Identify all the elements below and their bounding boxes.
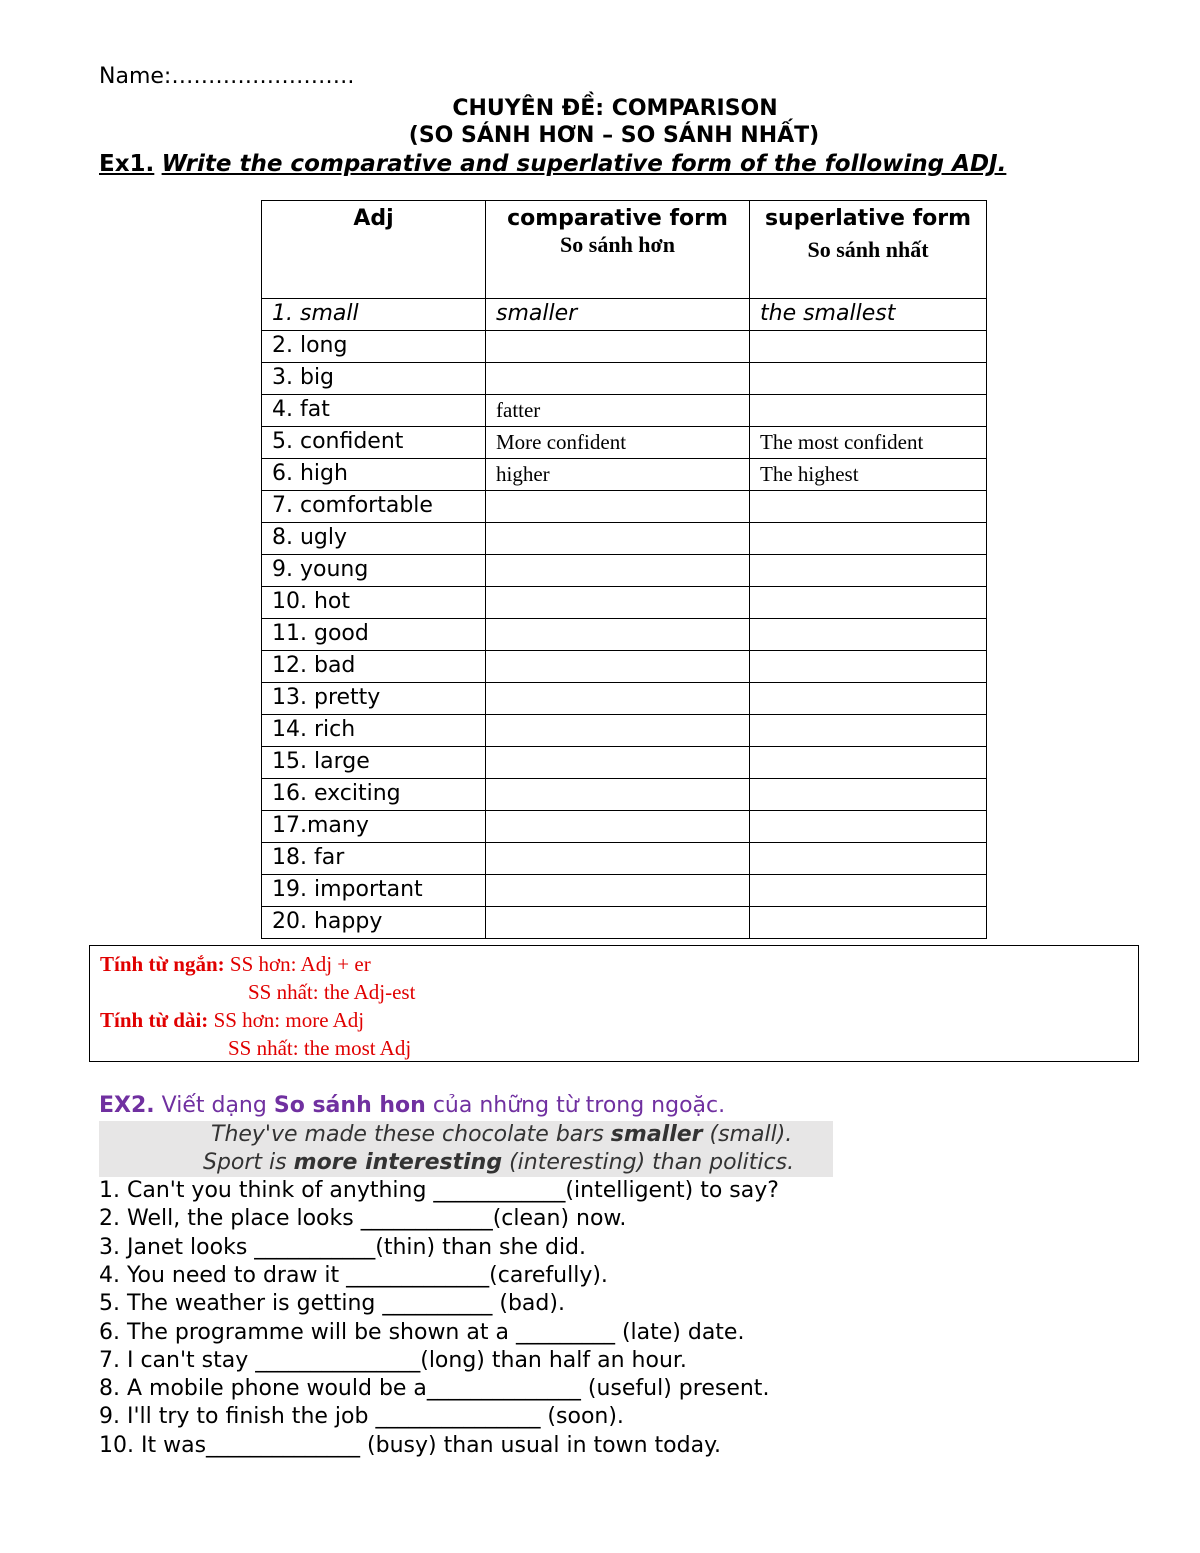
adj-cell: 13. pretty xyxy=(262,683,486,715)
page-subtitle: (SO SÁNH HƠN – SO SÁNH NHẤT) xyxy=(408,123,820,148)
superlative-cell[interactable] xyxy=(750,555,987,587)
adj-cell: 20. happy xyxy=(262,907,486,939)
superlative-cell[interactable] xyxy=(750,875,987,907)
comparative-cell[interactable]: More confident xyxy=(486,427,750,459)
table-row xyxy=(262,363,987,395)
rule-short-comparative-text: SS hơn: Adj + er xyxy=(229,952,371,976)
table-row xyxy=(262,683,987,715)
superlative-cell[interactable] xyxy=(750,619,987,651)
page-title: CHUYÊN ĐỀ: COMPARISON xyxy=(452,96,778,121)
ex2-item: 7. I can't stay _______________(long) than half an hour. xyxy=(99,1347,687,1373)
ex2-item: 9. I'll try to finish the job _______________ (soon). xyxy=(99,1404,624,1430)
example-2-text: Sport is xyxy=(203,1150,287,1175)
table-row xyxy=(262,843,987,875)
example-2-answer: more interesting xyxy=(293,1150,503,1175)
superlative-cell[interactable]: The highest xyxy=(750,459,987,491)
rule-long-comparative-text: SS hơn: more Adj xyxy=(213,1008,365,1032)
comparative-cell[interactable]: smaller xyxy=(486,299,750,331)
ex2-heading xyxy=(99,1092,725,1120)
table-row xyxy=(262,395,987,427)
rule-short-superlative: SS nhất: the Adj-est xyxy=(248,980,416,1004)
adj-cell: 10. hot xyxy=(262,587,486,619)
adj-cell: 12. bad xyxy=(262,651,486,683)
adj-cell: 8. ugly xyxy=(262,523,486,555)
ex1-instruction: Write the comparative and superlative form of the following ADJ. xyxy=(161,151,1007,177)
adj-cell: 11. good xyxy=(262,619,486,651)
table-row xyxy=(262,779,987,811)
comparative-cell[interactable]: higher xyxy=(486,459,750,491)
table-row xyxy=(262,715,987,747)
rule-short-comparative xyxy=(100,950,371,978)
example-1-text: They've made these chocolate bars xyxy=(211,1122,604,1147)
ex2-item: 3. Janet looks ___________(thin) than she did. xyxy=(99,1234,587,1260)
header-adj: Adj xyxy=(262,201,486,299)
ex2-item: 6. The programme will be shown at a _________ (late) date. xyxy=(99,1319,745,1345)
superlative-cell[interactable] xyxy=(750,491,987,523)
comparative-cell[interactable] xyxy=(486,331,750,363)
ex2-item: 10. It was______________ (busy) than usual in town today. xyxy=(99,1432,721,1458)
superlative-cell[interactable] xyxy=(750,363,987,395)
adj-cell: 5. confident xyxy=(262,427,486,459)
adj-cell: 16. exciting xyxy=(262,779,486,811)
adj-cell: 17.many xyxy=(262,811,486,843)
table-row xyxy=(262,907,987,939)
rule-long-superlative: SS nhất: the most Adj xyxy=(228,1036,412,1060)
ex2-example-2 xyxy=(99,1149,833,1177)
superlative-cell[interactable] xyxy=(750,779,987,811)
superlative-cell[interactable] xyxy=(750,651,987,683)
ex1-heading xyxy=(99,150,1006,178)
ex2-instruction-post: của những từ trong ngoặc. xyxy=(432,1093,726,1118)
superlative-cell[interactable] xyxy=(750,907,987,939)
ex2-label: EX2. xyxy=(99,1093,155,1118)
ex2-item: 8. A mobile phone would be a______________ (useful) present. xyxy=(99,1376,770,1402)
rule-short-label: Tính từ ngắn: xyxy=(100,952,225,976)
rule-box xyxy=(89,945,1139,1062)
comparative-cell[interactable] xyxy=(486,491,750,523)
adj-cell: 4. fat xyxy=(262,395,486,427)
adj-cell: 6. high xyxy=(262,459,486,491)
name-field-label: Name:……………………. xyxy=(99,64,355,89)
example-1-answer: smaller xyxy=(610,1122,703,1147)
ex2-item: 4. You need to draw it _____________(carefully). xyxy=(99,1262,608,1288)
comparative-cell[interactable]: fatter xyxy=(486,395,750,427)
comparative-cell[interactable] xyxy=(486,587,750,619)
adj-cell: 9. young xyxy=(262,555,486,587)
header-superlative: superlative form So sánh nhất xyxy=(750,201,987,299)
table-row xyxy=(262,875,987,907)
table-row xyxy=(262,523,987,555)
superlative-cell[interactable] xyxy=(750,747,987,779)
comparison-table xyxy=(261,200,987,939)
comparative-cell[interactable] xyxy=(486,811,750,843)
adj-cell: 7. comfortable xyxy=(262,491,486,523)
table-row xyxy=(262,555,987,587)
table-row xyxy=(262,299,987,331)
superlative-cell[interactable] xyxy=(750,395,987,427)
rule-long-comparative xyxy=(100,1006,364,1034)
comparative-cell[interactable] xyxy=(486,619,750,651)
header-comparative: comparative form So sánh hơn xyxy=(486,201,750,299)
table-header-row xyxy=(262,201,987,299)
comparative-cell[interactable] xyxy=(486,779,750,811)
superlative-cell[interactable] xyxy=(750,587,987,619)
table-row xyxy=(262,491,987,523)
table-row xyxy=(262,587,987,619)
table-row xyxy=(262,619,987,651)
table-row xyxy=(262,651,987,683)
adj-cell: 14. rich xyxy=(262,715,486,747)
ex2-example-1 xyxy=(99,1121,833,1149)
table-row xyxy=(262,811,987,843)
table-row xyxy=(262,427,987,459)
adj-cell: 1. small xyxy=(262,299,486,331)
ex2-item: 2. Well, the place looks ____________(clean) now. xyxy=(99,1206,627,1232)
comparative-cell[interactable] xyxy=(486,843,750,875)
rule-long-label: Tính từ dài: xyxy=(100,1008,209,1032)
ex1-label: Ex1. xyxy=(99,151,155,177)
table-row xyxy=(262,331,987,363)
adj-cell: 3. big xyxy=(262,363,486,395)
ex2-instruction-pre: Viết dạng xyxy=(161,1093,267,1118)
comparative-cell[interactable] xyxy=(486,907,750,939)
table-body xyxy=(262,299,987,939)
adj-cell: 15. large xyxy=(262,747,486,779)
superlative-cell[interactable] xyxy=(750,683,987,715)
table-row xyxy=(262,747,987,779)
ex2-item: 1. Can't you think of anything ____________(intelligent) to say? xyxy=(99,1178,779,1203)
superlative-cell[interactable]: The most confident xyxy=(750,427,987,459)
comparative-cell[interactable] xyxy=(486,683,750,715)
comparative-cell[interactable] xyxy=(486,747,750,779)
superlative-cell[interactable] xyxy=(750,715,987,747)
comparative-cell[interactable] xyxy=(486,555,750,587)
superlative-cell[interactable] xyxy=(750,811,987,843)
superlative-cell[interactable] xyxy=(750,523,987,555)
example-1-hint: (small). xyxy=(709,1122,793,1147)
ex2-instruction-bold: So sánh hon xyxy=(273,1093,426,1118)
table-row xyxy=(262,459,987,491)
comparative-cell[interactable] xyxy=(486,363,750,395)
superlative-cell[interactable] xyxy=(750,843,987,875)
example-2-hint: (interesting) than politics. xyxy=(509,1150,795,1175)
comparative-cell[interactable] xyxy=(486,651,750,683)
adj-cell: 2. long xyxy=(262,331,486,363)
adj-cell: 18. far xyxy=(262,843,486,875)
adj-cell: 19. important xyxy=(262,875,486,907)
superlative-cell[interactable] xyxy=(750,331,987,363)
comparative-cell[interactable] xyxy=(486,715,750,747)
comparative-cell[interactable] xyxy=(486,523,750,555)
ex2-item: 5. The weather is getting __________ (bad). xyxy=(99,1291,565,1317)
superlative-cell[interactable]: the smallest xyxy=(750,299,987,331)
comparative-cell[interactable] xyxy=(486,875,750,907)
